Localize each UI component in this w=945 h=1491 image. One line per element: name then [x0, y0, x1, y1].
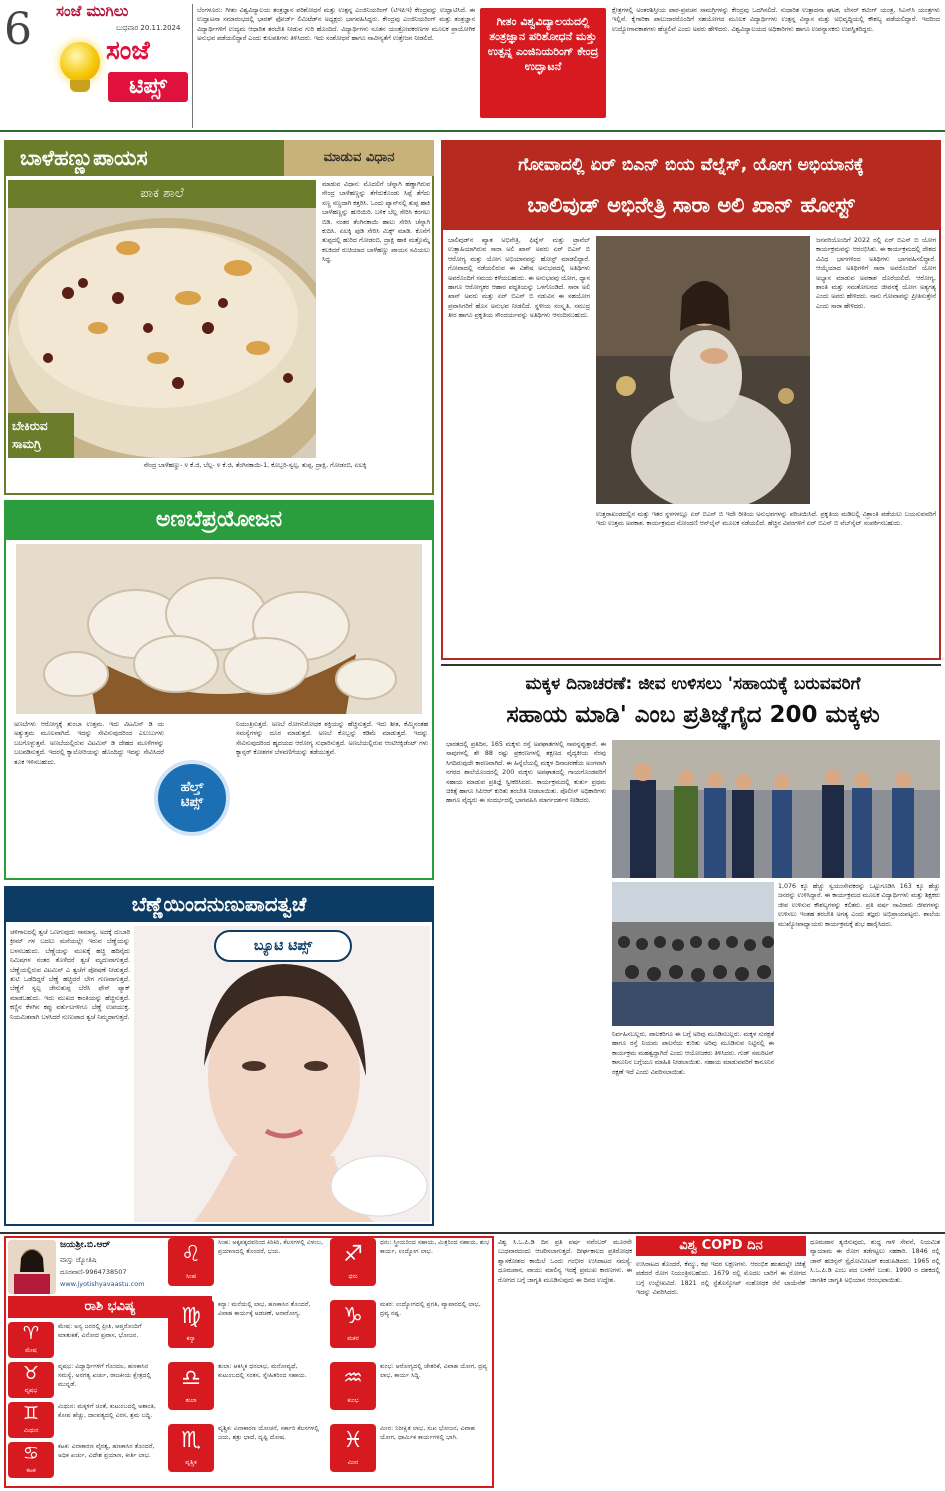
beauty-photo [134, 926, 430, 1222]
rashi-text: ಕುಂಭ: ಆರೋಗ್ಯದಲ್ಲಿ ಚೇತರಿಕೆ, ವಿವಾಹ ಯೋಗ, ದ್ರವ್ಯ ಲಾಭ, ಕಾರ್ಯ ಸಿದ್ಧಿ. [380, 1363, 488, 1379]
copd-col1: ವಿಶ್ವ ಸಿ.ಒ.ಪಿ.ಡಿ ದಿನ ಪ್ರತಿ ವರ್ಷ ನವೆಂಬರ್ ಮೂರನೇ ಬುಧವಾರದಂದು ಆಚರಿಸಲಾಗುತ್ತದೆ. ದೀರ್ಘಕಾಲದ ಪ್ರತಿರೋಧಕ ಶ್ವಾಸಕೋಶದ ಕಾಯಿಲೆ ಒಂದು ಗಂಭೀರ ಉಸಿರಾಟದ ಸಮಸ್ಯೆ. ಧೂಮಪಾನ, ವಾಯು ಮಾಲಿನ್ಯ ಇದಕ್ಕೆ ಪ್ರಮುಖ ಕಾರಣಗಳು. ಈ ರೋಗದ ಬಗ್ಗೆ ಜಾಗೃತಿ ಮೂಡಿಸುವುದು ಈ ದಿನದ ಉದ್ದೇಶ. [498, 1239, 632, 1284]
anabe-title: ಅಣಬೆಪ್ರಯೋಜನ [4, 500, 434, 540]
zodiac-name: ಕಟಕ [26, 1467, 36, 1474]
children-photo-1 [612, 740, 940, 878]
rashi-text: ವೃಶ್ಚಿಕ: ವಿನಾಕಾರಣ ಯೋಚನೆ, ಸರ್ಕಾರಿ ಕೆಲಸಗಳಲ್ಲಿ ಜಯ, ಶತ್ರು ಭಾದೆ, ದೃಷ್ಟಿ ದೋಷ. [218, 1425, 319, 1441]
children-col2: ನಿರ್ವಹಿಸಬಲ್ಲರು, ಪಾಲಕರಿಗೂ ಈ ಬಗ್ಗೆ ಅರಿವು ಮೂಡಿಸಬಲ್ಲರು. ಮಕ್ಕಳ ಸುರಕ್ಷತೆ ಹಾಗೂ ರಸ್ತೆ ನಿಯಮ ಪಾಲನೆಯ ಕುರಿತು ಅರಿವು ಮೂಡಿಸುವ ನಿಟ್ಟಿನಲ್ಲಿ ಈ ಕಾರ್ಯಕ್ರಮ ಮಹತ್ವದ್ದಾಗಿದೆ ಎಂದು ಆಯೋಜಕರು ತಿಳಿಸಿದರು. ಗುಡ್ ಸಮರಿಟನ್ ಕಾನೂನಿನ ಬಗ್ಗೆಯೂ ಮಾಹಿತಿ ನೀಡಲಾಯಿತು. ಸಹಾಯ ಮಾಡುವವರಿಗೆ ಕಾನೂನಿನ ರಕ್ಷಣೆ ಇದೆ ಎಂದು ವಿವರಿಸಲಾಯಿತು. [612, 1031, 774, 1076]
rashi-text: ತುಲಾ: ಆಕಸ್ಮಿಕ ಧನಲಾಭ, ಮನೋವ್ಯಥೆ, ಕುಟುಂಬದಲ್ಲಿ ಸಂತಸ, ಸ್ನೇಹಿತರಿಂದ ಸಹಾಯ. [218, 1363, 307, 1379]
rashi-text: ಮೇಷ: ಅನ್ಯ ಜನರಲ್ಲಿ ಪ್ರೀತಿ, ಆಪ್ತರೊಂದಿಗೆ ಮಾತುಕತೆ, ವಿನೋದ ಪ್ರವಾಸ, ಭೋಜನ. [58, 1323, 142, 1339]
zodiac-4-icon [8, 1442, 54, 1478]
section-logo-top: ಸಂಜೆ [106, 36, 150, 66]
zodiac-7-icon [168, 1362, 214, 1410]
zodiac-symbol: ♉ [22, 1363, 40, 1384]
page-number: 6 [4, 4, 32, 55]
sara-ali-khan-image [596, 236, 810, 504]
top-story-headline: ಗೀತಂ ವಿಶ್ವವಿದ್ಯಾಲಯದಲ್ಲಿ ತಂತ್ರಜ್ಞಾನ ಪರಿಶೋಧನೆ ಮತ್ತು ಉತ್ಪನ್ನ ಎಂಜಿನಿಯರಿಂಗ್ ಕೇಂದ್ರ ಉದ್ಘಾಟನೆ [480, 8, 606, 118]
zodiac-symbol: ♏ [181, 1428, 201, 1453]
masthead-logo: ಸಂಜೆ ಮುಗಿಲು [56, 2, 129, 20]
children-assembly-image [612, 882, 774, 1026]
zodiac-name: ಮಿಥುನ [23, 1427, 39, 1434]
zodiac-name: ಮೇಷ [25, 1347, 37, 1354]
lightbulb-base-icon [70, 80, 90, 92]
zodiac-2-icon [8, 1362, 54, 1398]
payasa-method: ಮಾಡುವ ವಿಧಾನ: ಮೊದಲಿಗೆ ಚೆನ್ನಾಗಿ ಹಣ್ಣಾಗಿರುವ ನೇಂದ್ರ ಬಾಳೆಹಣ್ಣನ್ನು ತೆಗೆದುಕೊಂಡು ಸಿಪ್ಪೆ ತೆಗೆದು ಸಣ್ಣ ಸಣ್ಣದಾಗಿ ಕತ್ತರಿಸಿ. ಒಂದು ಪ್ಯಾನ್‌ನಲ್ಲಿ ತುಪ್ಪ ಹಾಕಿ ಬಾಳೆಹಣ್ಣನ್ನು ಹುರಿಯಿರಿ. ಬಳಿಕ ಬೆಲ್ಲ ಸೇರಿಸಿ ಕರಗಲು ಬಿಡಿ. ನಂತರ ತೆಂಗಿನಕಾಯಿ ಹಾಲು ಸೇರಿಸಿ ಚೆನ್ನಾಗಿ ಕುದಿಸಿ. ಏಲಕ್ಕಿ ಪುಡಿ ಸೇರಿಸಿ ಮಿಕ್ಸ್ ಮಾಡಿ. ಕೊನೆಗೆ ತುಪ್ಪದಲ್ಲಿ ಹುರಿದ ಗೋಡಂಬಿ, ದ್ರಾಕ್ಷಿ ಹಾಕಿ ಮತ್ತೊಮ್ಮೆ ಕಲಕಿದರೆ ರುಚಿಯಾದ ಬಾಳೆಹಣ್ಣು ಪಾಯಸ ಸವಿಯಲು ಸಿದ್ಧ. [322, 181, 430, 264]
zodiac-8-icon [168, 1424, 214, 1472]
beauty-label: ಬ್ಯೂಟಿ ಟಿಪ್ಸ್ [214, 930, 352, 962]
masthead-date: ಬುಧವಾರ 20.11.2024 [116, 24, 181, 32]
zodiac-symbol: ♈ [22, 1323, 40, 1344]
astrologer-phone: ದೂರವಾಣಿ-9964738507 [60, 1268, 127, 1276]
beauty-text: ಚಳಿಗಾಲದಲ್ಲಿ ತ್ವಚೆ ಒಣಗುವುದು ಸಾಮಾನ್ಯ. ಅದಕ್ಕೆ ದುಬಾರಿ ಕ್ರೀಮ್ ಗಳ ಬದಲು ಮನೆಯಲ್ಲೇ ಇರುವ ಬೆಣ್ಣೆಯನ್ನು ಬಳಸಬಹುದು. ಬೆಣ್ಣೆಯನ್ನು ಮುಖಕ್ಕೆ ಹಚ್ಚಿ ಹದಿನೈದು ನಿಮಿಷಗಳ ನಂತರ ತೊಳೆದರೆ ತ್ವಚೆ ಮೃದುವಾಗುತ್ತದೆ. ಬೆಣ್ಣೆಯಲ್ಲಿರುವ ವಿಟಮಿನ್ ಎ ತ್ವಚೆಗೆ ಪೋಷಣೆ ನೀಡುತ್ತದೆ. ತುಟಿ ಒಡೆದಿದ್ದರೆ ಬೆಣ್ಣೆ ಹಚ್ಚಿದರೆ ಬೇಗ ಗುಣವಾಗುತ್ತದೆ. ಬೆಣ್ಣೆಗೆ ಸ್ವಲ್ಪ ಜೇನುತುಪ್ಪ ಬೆರೆಸಿ ಫೇಸ್ ಪ್ಯಾಕ್ ಮಾಡಬಹುದು. ಇದು ಮುಖದ ಕಾಂತಿಯನ್ನು ಹೆಚ್ಚಿಸುತ್ತದೆ. ಕಣ್ಣಿನ ಕೆಳಗಿನ ಕಪ್ಪು ವರ್ತುಲಗಳಿಗೂ ಬೆಣ್ಣೆ ಉಪಯುಕ್ತ. ನಿಯಮಿತವಾಗಿ ಬಳಸಿದರೆ ನುಣುಪಾದ ತ್ವಚೆ ನಿಮ್ಮದಾಗುತ್ತದೆ. [10, 929, 130, 1021]
rashi-text: ಮಕರ: ಉದ್ಯೋಗದಲ್ಲಿ ಪ್ರಗತಿ, ವ್ಯಾಪಾರದಲ್ಲಿ ಲಾಭ, ದ್ರವ್ಯ ನಷ್ಟ. [380, 1301, 481, 1317]
zodiac-symbol: ♋ [22, 1443, 40, 1464]
zodiac-name: ಕುಂಭ [347, 1397, 359, 1404]
zodiac-name: ವೃಶ್ಚಿಕ [185, 1459, 197, 1466]
lamp-lighting-image [612, 740, 940, 878]
health-tips-badge-bottom: ಟಿಪ್ಸ್ [180, 795, 204, 810]
zodiac-name: ಮಕರ [347, 1335, 359, 1342]
zodiac-symbol: ♌ [181, 1242, 201, 1267]
zodiac-10-icon [330, 1300, 376, 1348]
copd-heading: ವಿಶ್ವ COPD ದಿನ [636, 1236, 806, 1256]
payasa-subtitle: ಮಾಡುವ ವಿಧಾನ [284, 140, 434, 176]
zodiac-symbol: ♑ [343, 1304, 363, 1329]
children-col1: ಭಾರತದಲ್ಲಿ ಪ್ರತಿದಿನ, 165 ಮಕ್ಕಳು ರಸ್ತೆ ಅಪಘಾತಗಳಲ್ಲಿ ಸಾವನ್ನಪ್ಪುತ್ತಾರೆ. ಈ ಸಾವುಗಳಲ್ಲಿ ಶೇ 88 ರಷ್ಟು ಪ್ರಕರಣಗಳಲ್ಲಿ ತಕ್ಷಣದ ವೈದ್ಯಕೀಯ ನೆರವು ಸಿಗದಿರುವುದೇ ಕಾರಣವಾಗಿದೆ. ಈ ಹಿನ್ನೆಲೆಯಲ್ಲಿ ಮಕ್ಕಳ ದಿನಾಚರಣೆಯ ಅಂಗವಾಗಿ ನಗರದ ಶಾಲೆಯೊಂದರಲ್ಲಿ 200 ಮಕ್ಕಳು ಅಪಘಾತದಲ್ಲಿ ಗಾಯಗೊಂಡವರಿಗೆ ಸಹಾಯ ಮಾಡುವ ಪ್ರತಿಜ್ಞೆ ಸ್ವೀಕರಿಸಿದರು. ಕಾರ್ಯಕ್ರಮದಲ್ಲಿ ತುರ್ತು ಪ್ರಥಮ ಚಿಕಿತ್ಸೆ ಹಾಗೂ ಸಿಪಿಆರ್ ಕುರಿತು ತರಬೇತಿ ನೀಡಲಾಯಿತು. ಪೊಲೀಸ್ ಅಧಿಕಾರಿಗಳು ಹಾಗೂ ವೈದ್ಯರು ಈ ಸಂದರ್ಭದಲ್ಲಿ ಭಾಗವಹಿಸಿ ಮಾರ್ಗದರ್ಶನ ನೀಡಿದರು. [446, 741, 606, 805]
children-col3: 1,076 ಕ್ಕೂ ಹೆಚ್ಚು ಸ್ವಯಂಸೇವಕರನ್ನು ಒಟ್ಟುಗೂಡಿಸಿ 163 ಕ್ಕೂ ಹೆಚ್ಚು ಜನರನ್ನು ಉಳಿಸಿದ್ದಾರೆ. ಈ ಕಾರ್ಯಕ್ರಮದ ಮೂಲಕ ವಿದ್ಯಾರ್ಥಿಗಳು ಮತ್ತು ಶಿಕ್ಷಕರು ಜೀವ ಉಳಿಸುವ ಕೌಶಲ್ಯಗಳನ್ನು ಕಲಿತರು. ಪ್ರತಿ ವರ್ಷ ಸಾವಿರಾರು ಜೀವಗಳನ್ನು ಉಳಿಸಲು ಇಂತಹ ತರಬೇತಿ ಅಗತ್ಯ ಎಂದು ತಜ್ಞರು ಅಭಿಪ್ರಾಯಪಟ್ಟರು. ಶಾಲೆಯ ಮುಖ್ಯೋಪಾಧ್ಯಾಯರು ಕಾರ್ಯಕ್ರಮಕ್ಕೆ ಶುಭ ಹಾರೈಸಿದರು. [778, 883, 940, 928]
astrologer-website[interactable]: www.jyotishyavaastu.com [60, 1280, 145, 1288]
rashi-text: ವೃಷಭ: ವಿದ್ಯಾರ್ಥಿಗಳಿಗೆ ಗೊಂದಲ, ಹಣಕಾಸಿನ ಸಮಸ್ಯೆ, ಅನಗತ್ಯ ಖರ್ಚು, ರಾಜಕೀಯ ಕ್ಷೇತ್ರದಲ್ಲಿ ಮುನ್ನಡೆ. [58, 1363, 152, 1388]
copd-col2: ಉಸಿರಾಟದ ತೊಂದರೆ, ಕೆಮ್ಮು, ಕಫ ಇದರ ಲಕ್ಷಣಗಳು. ಆರಂಭಿಕ ಹಂತದಲ್ಲೇ ಚಿಕಿತ್ಸೆ ಪಡೆದರೆ ರೋಗ ನಿಯಂತ್ರಿಸಬಹುದು. 1679 ರಲ್ಲಿ ಮೊದಲ ಬಾರಿಗೆ ಈ ರೋಗದ ಬಗ್ಗೆ ಉಲ್ಲೇಖವಿದೆ. 1821 ರಲ್ಲಿ ಸ್ಟೆತೊಸ್ಕೋಪ್ ಸಂಶೋಧಕ ರೆನೆ ಲಾಯೆನೆಕ್ ಇದನ್ನು ವಿವರಿಸಿದರು. [636, 1261, 806, 1297]
ingredients-label: ಬೇಕಿರುವ ಸಾಮಗ್ರಿ [8, 413, 74, 458]
payasa-ingredients: ನೇಂದ್ರ ಬಾಳೆಹಣ್ಣು- ೪ ಕೆ.ಜಿ, ಬೆಲ್ಲ- ೪ ಕೆ.ಜಿ, ತೆಂಗಿನಕಾಯಿ-1, ಕೊಬ್ಬರಿ-ಸ್ವಲ್ಪ, ತುಪ್ಪ, ದ್ರಾಕ್ಷಿ, ಗೋಡಂಬಿ, ಏಲಕ್ಕಿ [143, 462, 367, 469]
anabe-col1: ಅಣಬೆಗಳು ಆರೋಗ್ಯಕ್ಕೆ ತುಂಬಾ ಉತ್ತಮ. ಇದು ವಿಟಮಿನ್ ಡಿ ಯ ಅತ್ಯುತ್ತಮ ಮೂಲವಾಗಿದೆ. ಇದನ್ನು ಸೇವಿಸುವುದರಿಂದ ಎಲುಬುಗಳು ಬಲಗೊಳ್ಳುತ್ತವೆ. ಅಣಬೆಯಲ್ಲಿರುವ ವಿಟಮಿನ್ ಡಿ ದೇಹದ ಮೂಳೆಗಳನ್ನು ಬಲಪಡಿಸುತ್ತದೆ. ಇದರಲ್ಲಿ ಕ್ಯಾಲೋರಿಯನ್ನು ಹೊಂದಿದ್ದು ಇದನ್ನು ಸೇವಿಸಿದರೆ ತೂಕ ಇಳಿಸಬಹುದು. [14, 721, 164, 766]
anabe-col2: ನಿಯಂತ್ರಿಸುತ್ತದೆ. ಅಣಬೆ ರೋಗನಿರೋಧಕ ಶಕ್ತಿಯನ್ನು ಹೆಚ್ಚಿಸುತ್ತದೆ. ಇದು ಶೀತ, ಕೆಮ್ಮಿನಂತಹ ಸಮಸ್ಯೆಗಳನ್ನು ದೂರ ಮಾಡುತ್ತದೆ. ಅಣಬೆ ಕೊಬ್ಬನ್ನು ಕಡಿಮೆ ಮಾಡುತ್ತದೆ. ಇದನ್ನು ಸೇವಿಸುವುದರಿಂದ ಹೃದಯದ ಆರೋಗ್ಯ ಸುಧಾರಿಸುತ್ತದೆ. ಅಣಬೆಯಲ್ಲಿರುವ ಆಂಟಿಆಕ್ಸಿಡೆಂಟ್ ಗಳು ಕ್ಯಾನ್ಸರ್ ಕೋಶಗಳ ಬೆಳವಣಿಗೆಯನ್ನು ತಡೆಯುತ್ತವೆ. [236, 721, 428, 757]
sara-col3: ಉತ್ತರಾಖಂಡದಲ್ಲಿನ ಮತ್ತು ಇತರ ಸ್ಥಳಗಳಲ್ಲೂ ಏರ್ ಬಿಎನ್ ಬಿ ಇದೇ ರೀತಿಯ ಅನುಭವಗಳನ್ನು ಪರಿಚಯಿಸಿದೆ. ಪ್ರಕೃತಿಯ ಮಡಿಲಲ್ಲಿ ವಿಶ್ರಾಂತಿ ಪಡೆಯಲು ಬಯಸುವವರಿಗೆ ಇದು ಉತ್ತಮ ಅವಕಾಶ. ಕಾರ್ಯಕ್ರಮದ ನೋಂದಣಿ ಆನ್‌ಲೈನ್ ಮೂಲಕ ನಡೆಯಲಿದೆ. ಹೆಚ್ಚಿನ ವಿವರಗಳಿಗೆ ಏರ್ ಬಿಎನ್ ಬಿ ವೆಬ್‌ಸೈಟ್ ಸಂಪರ್ಕಿಸಬಹುದು. [596, 511, 936, 528]
rashi-text: ಮಿಥುನ: ಮಕ್ಕಳಿಗೆ ಚಿಂತೆ, ಕುಟುಂಬದಲ್ಲಿ ಅಶಾಂತಿ, ಕೋಪ ಹೆಚ್ಚು, ದಾಂಪತ್ಯದಲ್ಲಿ ವಿರಸ, ಶ್ರಮ ಬದ್ಧಿ. [58, 1403, 156, 1419]
health-tips-badge [154, 760, 230, 836]
rashi-text: ಕಟಕ: ವಿನಾಕಾರಣ ವೈರತ್ವ, ಹಣಕಾಸಿನ ತೊಂದರೆ, ಅಧಿಕ ಖರ್ಚು, ವಿದೇಶ ಪ್ರಯಾಣ, ಕೀರ್ತಿ ಲಾಭ. [58, 1443, 155, 1459]
rashi-heading: ರಾಶಿ ಭವಿಷ್ಯ [8, 1296, 212, 1318]
payasa-title: ಬಾಳೆಹಣ್ಣುಪಾಯಸ [4, 140, 284, 176]
zodiac-symbol: ♓ [343, 1428, 363, 1453]
zodiac-12-icon [330, 1424, 376, 1472]
astrologer-name: ಜಯಶ್ರೀ.ಬಿ.ಆರ್ [60, 1240, 111, 1250]
zodiac-3-icon [8, 1402, 54, 1438]
zodiac-name: ಸಿಂಹ [185, 1273, 196, 1280]
rashi-text: ಕನ್ಯಾ: ಮನೆಯಲ್ಲಿ ಲಾಭ, ಹಣಕಾಸಿನ ತೊಂದರೆ, ವಿವಾಹ ಕಾರ್ಯಕ್ಕೆ ಅಡಚಣೆ, ಅನಾರೋಗ್ಯ. [218, 1301, 311, 1317]
zodiac-name: ಧನು [348, 1273, 358, 1280]
zodiac-5-icon [168, 1238, 214, 1286]
woman-face-image [134, 926, 430, 1222]
rashi-text: ಧನು: ಸ್ತ್ರೀಯರಿಂದ ಸಹಾಯ, ಮಿತ್ರರಿಂದ ಸಹಾಯ, ಶುಭ ಕಾರ್ಯ, ಉದ್ಯೋಗ ಲಾಭ. [380, 1239, 490, 1255]
zodiac-name: ಮೀನ [347, 1459, 359, 1466]
sara-photo [596, 236, 810, 504]
zodiac-symbol: ♊ [22, 1403, 40, 1424]
sara-col2: ಜನವರಿಯೊಂದಿಗೆ 2022 ರಲ್ಲಿ ಏರ್ ಬಿಎನ್ ಬಿ ಯೋಗ ಕಾರ್ಯಕ್ರಮವನ್ನು ಆರಂಭಿಸಿತು. ಈ ಕಾರ್ಯಕ್ರಮದಲ್ಲಿ ದೇಶದ ವಿವಿಧ ಭಾಗಗಳಿಂದ ಅತಿಥಿಗಳು ಭಾಗವಹಿಸಲಿದ್ದಾರೆ. ಆಯ್ಕೆಯಾದ ಅತಿಥಿಗಳಿಗೆ ಸಾರಾ ಅವರೊಂದಿಗೆ ಯೋಗ ಅಭ್ಯಾಸ ಮಾಡುವ ಅವಕಾಶ ದೊರೆಯಲಿದೆ. ಆರೋಗ್ಯ, ಶಾಂತಿ ಮತ್ತು ಸಮತೋಲನದ ಜೀವನಕ್ಕೆ ಯೋಗ ಅತ್ಯಗತ್ಯ ಎಂದು ಅವರು ಹೇಳಿದರು. ನಾನು ಗೋವಾವನ್ನು ಪ್ರೀತಿಸುತ್ತೇನೆ ಎಂದು ಸಾರಾ ಹೇಳಿದರು. [816, 237, 936, 310]
kitchen-label: ಪಾಕ ಶಾಲೆ [8, 180, 316, 208]
zodiac-symbol: ♒ [343, 1366, 363, 1391]
zodiac-11-icon [330, 1362, 376, 1410]
astrologer-avatar [8, 1240, 56, 1294]
top-story-col1: ಬೆಂಗಳೂರು: ಗೀತಂ ವಿಶ್ವವಿದ್ಯಾಲಯ ತಂತ್ರಜ್ಞಾನ ಪರಿಶೋಧನೆ ಮತ್ತು ಉತ್ಪನ್ನ ಎಂಜಿನಿಯರಿಂಗ್ (ಟಿಇಪಿಇ) ಕೇಂದ್ರವನ್ನು ಉದ್ಘಾಟಿಸಿದೆ. ಈ ಉದ್ಘಾಟನಾ ಸಮಾರಂಭದಲ್ಲಿ ಭಾರತ್ ಫೋರ್ಜ್ ಲಿಮಿಟೆಡ್‌ನ ಅಧ್ಯಕ್ಷರು ಭಾಗವಹಿಸಿದ್ದರು. ಕೇಂದ್ರವು ಎಂಜಿನಿಯರಿಂಗ್ ಮತ್ತು ತಂತ್ರಜ್ಞಾನ ವಿದ್ಯಾರ್ಥಿಗಳಿಗೆ ಉದ್ಯಮ ಆಧಾರಿತ ತರಬೇತಿ ನೀಡುವ ಗುರಿ ಹೊಂದಿದೆ. ವಿದ್ಯಾರ್ಥಿಗಳು ನೂತನ ಯಂತ್ರೋಪಕರಣಗಳ ಮೂಲಕ ಪ್ರಾಯೋಗಿಕ ಅನುಭವ ಪಡೆಯಲಿದ್ದಾರೆ ಎಂದು ಕುಲಪತಿಗಳು ತಿಳಿಸಿದರು. ಇದು ಸಂಶೋಧನೆ ಹಾಗೂ ನಾವೀನ್ಯತೆಗೆ ಉತ್ತೇಜನ ನೀಡಲಿದೆ. [197, 7, 475, 43]
health-tips-badge-top: ಹೆಲ್ತ್ [180, 780, 204, 795]
zodiac-name: ಕನ್ಯಾ [186, 1335, 196, 1342]
sara-headline-2: ಬಾಲಿವುಡ್ ಅಭಿನೇತ್ರಿ ಸಾರಾ ಅಲಿ ಖಾನ್ ಹೋಸ್ಟ್ [527, 193, 855, 217]
zodiac-1-icon [8, 1322, 54, 1358]
zodiac-symbol: ♍ [181, 1304, 201, 1329]
astrologer-title: ವಾಸ್ತು ಜ್ಯೋತಿಷಿ [60, 1256, 97, 1264]
zodiac-symbol: ♎ [181, 1366, 201, 1391]
sara-headline-1: ಗೋವಾದಲ್ಲಿ ಏರ್ ಬಿಎನ್ ಬಿಯ ವೆಲ್ನೆಸ್, ಯೋಗ ಅಭಿಯಾನಕ್ಕೆ [518, 155, 864, 175]
zodiac-name: ತುಲಾ [185, 1397, 197, 1404]
zodiac-6-icon [168, 1300, 214, 1348]
sara-col1: ಬಾಲಿವುಡ್‌ನ ಖ್ಯಾತ ಅಭಿನೇತ್ರಿ, ಫಿಟ್ನೆಸ್ ಮತ್ತು ಟ್ರಾವೆಲ್ ಉತ್ಸಾಹಿಯಾಗಿರುವ ಸಾರಾ ಅಲಿ ಖಾನ್ ಅವರು ಏರ್ ಬಿಎನ್ ಬಿ ಆರೋಗ್ಯ ಮತ್ತು ಯೋಗ ಅಭಿಯಾನವನ್ನು ಹೋಸ್ಟ್ ಮಾಡಲಿದ್ದಾರೆ. ಗೋವಾದಲ್ಲಿ ನಡೆಯಲಿರುವ ಈ ವಿಶೇಷ ಅನುಭವದಲ್ಲಿ ಅತಿಥಿಗಳು ಅವರೊಂದಿಗೆ ಸಮಯ ಕಳೆಯಬಹುದು. ಈ ಅನುಭವವು ಯೋಗ, ಧ್ಯಾನ ಹಾಗೂ ಆರೋಗ್ಯಕರ ಆಹಾರ ಪದ್ಧತಿಯನ್ನು ಒಳಗೊಂಡಿದೆ. ಸಾರಾ ಅಲಿ ಖಾನ್ ಅವರು ಮತ್ತು ಏರ್ ಬಿಎನ್ ಬಿ ನಡುವಿನ ಈ ಸಹಯೋಗ ಪ್ರವಾಸಿಗರಿಗೆ ಹೊಸ ಅನುಭವ ನೀಡಲಿದೆ. ಸ್ಥಳೀಯ ಸಂಸ್ಕೃತಿ, ಸಮುದ್ರ ತೀರ ಹಾಗೂ ಪ್ರಕೃತಿಯ ಸೌಂದರ್ಯವನ್ನು ಅತಿಥಿಗಳು ಆನಂದಿಸಬಹುದು. [448, 237, 590, 320]
children-photo-2 [612, 882, 774, 1026]
zodiac-symbol: ♐ [343, 1242, 363, 1267]
mushroom-photo [16, 544, 422, 714]
lightbulb-icon [60, 42, 100, 82]
zodiac-9-icon [330, 1238, 376, 1286]
rashi-text: ಸಿಂಹ: ಅಕ್ಕಪಕ್ಕದವರಿಂದ ಕಿರಿಕಿರಿ, ಕೆಲಸಗಳಲ್ಲಿ ವಿಳಂಬ, ಪ್ರಯಾಣದಲ್ಲಿ ತೊಂದರೆ, ಭಯ. [218, 1239, 324, 1255]
children-headline-1: ಮಕ್ಕಳ ದಿನಾಚರಣೆ: ಜೀವ ಉಳಿಸಲು 'ಸಹಾಯಕ್ಕೆ ಬರುವವರಿಗೆ [525, 674, 861, 694]
top-story-col2: ಕ್ಷೇತ್ರಗಳಲ್ಲಿ ಅಂತರಶಿಸ್ತೀಯ ಪಾಠ-ಪ್ರವಚನ ಸಾಮಗ್ರಿಗಳನ್ನು ಕೇಂದ್ರವು ಒದಗಿಸಲಿದೆ. ಸುಧಾರಿತ ಉತ್ಪಾದನಾ ಘಟಕ, ಲೇಸರ್ ಕಟಿಂಗ್ ಯಂತ್ರ, ಸಿಎನ್‌ಸಿ ಯಂತ್ರಗಳು ಇಲ್ಲಿವೆ. ಕೈಗಾರಿಕಾ ಪಾಲುದಾರರೊಂದಿಗೆ ಸಹಯೋಗದ ಮೂಲಕ ವಿದ್ಯಾರ್ಥಿಗಳು ಉತ್ಪನ್ನ ವಿನ್ಯಾಸ ಮತ್ತು ಅಭಿವೃದ್ಧಿಯಲ್ಲಿ ಕೌಶಲ್ಯ ಪಡೆಯಲಿದ್ದಾರೆ. ಇದರಿಂದ ಉದ್ಯೋಗಾವಕಾಶಗಳು ಹೆಚ್ಚಲಿವೆ ಎಂದು ಅವರು ಹೇಳಿದರು. ವಿಶ್ವವಿದ್ಯಾಲಯದ ಅಧಿಕಾರಿಗಳು ಹಾಗೂ ಉಪನ್ಯಾಸಕರು ಉಪಸ್ಥಿತರಿದ್ದರು. [612, 7, 940, 33]
beauty-title: ಬೆಣ್ಣೆಯಿಂದನುಣುಪಾದತ್ವಚೆ [4, 886, 434, 922]
section-logo-bottom: ಟಿಪ್ಸ್ [108, 72, 188, 102]
copd-col3: ಧೂಮಪಾನ ತ್ಯಜಿಸುವುದು, ಶುದ್ಧ ಗಾಳಿ ಸೇವನೆ, ನಿಯಮಿತ ವ್ಯಾಯಾಮ ಈ ರೋಗ ತಡೆಗಟ್ಟಲು ಸಹಕಾರಿ. 1846 ರಲ್ಲಿ ಜಾನ್ ಹಚಿನ್ಸನ್ ಸ್ಪೈರೋಮೀಟರ್ ಕಂಡುಹಿಡಿದರು. 1965 ರಲ್ಲಿ ಸಿ.ಒ.ಪಿ.ಡಿ ಎಂಬ ಪದ ಬಳಕೆಗೆ ಬಂತು. 1990 ರ ದಶಕದಲ್ಲಿ ಜಾಗತಿಕ ಜಾಗೃತಿ ಅಭಿಯಾನ ಆರಂಭವಾಯಿತು. [810, 1239, 940, 1284]
rashi-text: ಮೀನ: ನಿರೀಕ್ಷಿತ ಲಾಭ, ಸುಖ ಭೋಜನ, ವಿವಾಹ ಯೋಗ, ಧಾರ್ಮಿಕ ಕಾರ್ಯಗಳಲ್ಲಿ ಭಾಗಿ. [380, 1425, 476, 1441]
children-headline-2: ಸಹಾಯ ಮಾಡಿ' ಎಂಬ ಪ್ರತಿಜ್ಞೆಗೈದ 200 ಮಕ್ಕಳು [506, 702, 880, 728]
mushroom-basket-image [16, 544, 422, 714]
zodiac-name: ವೃಷಭ [24, 1387, 38, 1394]
